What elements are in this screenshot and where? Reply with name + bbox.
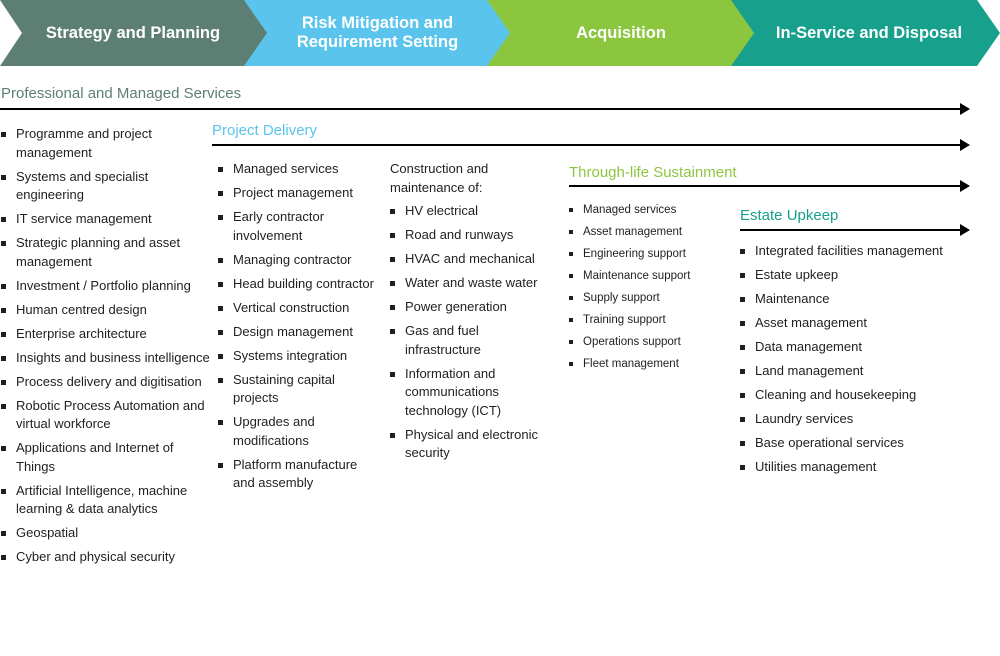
estate-upkeep-arrow	[740, 229, 968, 231]
estate-upkeep-item: Estate upkeep	[739, 266, 997, 285]
project-delivery-list	[217, 160, 377, 498]
construction-item: Water and waste water	[389, 274, 554, 293]
professional-service-item: Artificial Intelligence, machine learning & data analytics	[0, 482, 210, 519]
through-life-item: Supply support	[568, 290, 728, 306]
through-life-item: Operations support	[568, 334, 728, 350]
phase-label-in-service: In-Service and Disposal	[775, 23, 963, 42]
estate-upkeep-title: Estate Upkeep	[740, 207, 839, 224]
estate-upkeep-item: Data management	[739, 338, 997, 357]
estate-upkeep-item: Maintenance	[739, 290, 997, 309]
professional-service-item: Insights and business intelligence	[0, 349, 210, 368]
construction-item: Road and runways	[389, 226, 554, 245]
estate-upkeep-list	[739, 242, 997, 482]
construction-list	[389, 202, 554, 468]
through-life-arrow	[569, 185, 968, 187]
professional-services-list	[0, 125, 210, 572]
construction-item: Physical and electronic security	[389, 426, 554, 463]
through-life-item: Asset management	[568, 224, 728, 240]
project-delivery-item: Early contractor involvement	[217, 208, 377, 245]
professional-service-item: Enterprise architecture	[0, 325, 210, 344]
professional-arrow	[0, 108, 968, 110]
project-delivery-title: Project Delivery	[212, 122, 318, 139]
professional-service-item: Investment / Portfolio planning	[0, 277, 210, 296]
project-delivery-item: Systems integration	[217, 347, 377, 366]
professional-service-item: IT service management	[0, 210, 210, 229]
through-life-item: Maintenance support	[568, 268, 728, 284]
through-life-item: Training support	[568, 312, 728, 328]
construction-heading: Construction and maintenance of:	[390, 161, 489, 195]
project-delivery-item: Vertical construction	[217, 299, 377, 318]
project-delivery-item: Upgrades and modifications	[217, 413, 377, 450]
professional-service-item: Strategic planning and asset management	[0, 234, 210, 271]
estate-upkeep-item: Land management	[739, 362, 997, 381]
professional-service-item: Applications and Internet of Things	[0, 439, 210, 476]
estate-upkeep-item: Cleaning and housekeeping	[739, 386, 997, 405]
estate-upkeep-item: Utilities management	[739, 458, 997, 477]
professional-service-item: Programme and project management	[0, 125, 210, 162]
phase-label-strategy: Strategy and Planning	[45, 23, 221, 42]
project-delivery-item: Platform manufacture and assembly	[217, 456, 377, 493]
through-life-item: Engineering support	[568, 246, 728, 262]
professional-service-item: Systems and specialist engineering	[0, 168, 210, 205]
through-life-title: Through-life Sustainment	[569, 164, 737, 181]
project-delivery-arrow	[212, 144, 968, 146]
professional-service-item: Geospatial	[0, 524, 210, 543]
estate-upkeep-item: Asset management	[739, 314, 997, 333]
construction-item: HV electrical	[389, 202, 554, 221]
project-delivery-item: Head building contractor	[217, 275, 377, 294]
estate-upkeep-item: Base operational services	[739, 434, 997, 453]
construction-item: Power generation	[389, 298, 554, 317]
project-delivery-item: Project management	[217, 184, 377, 203]
professional-service-item: Robotic Process Automation and virtual workforce	[0, 397, 210, 434]
phase-label-acquisition: Acquisition	[576, 23, 666, 42]
professional-service-item: Cyber and physical security	[0, 548, 210, 567]
estate-upkeep-item: Laundry services	[739, 410, 997, 429]
project-delivery-item: Managing contractor	[217, 251, 377, 270]
phase-label-risk: Risk Mitigation and Requirement Setting	[296, 14, 459, 51]
project-delivery-item: Design management	[217, 323, 377, 342]
project-delivery-item: Managed services	[217, 160, 377, 179]
through-life-list	[568, 202, 728, 378]
through-life-item: Managed services	[568, 202, 728, 218]
estate-upkeep-item: Integrated facilities management	[739, 242, 997, 261]
professional-services-title: Professional and Managed Services	[1, 85, 242, 102]
professional-service-item: Human centred design	[0, 301, 210, 320]
project-delivery-item: Sustaining capital projects	[217, 371, 377, 408]
construction-item: Information and communications technology (ICT)	[389, 365, 554, 421]
construction-item: Gas and fuel infrastructure	[389, 322, 554, 359]
professional-service-item: Process delivery and digitisation	[0, 373, 210, 392]
through-life-item: Fleet management	[568, 356, 728, 372]
construction-item: HVAC and mechanical	[389, 250, 554, 269]
